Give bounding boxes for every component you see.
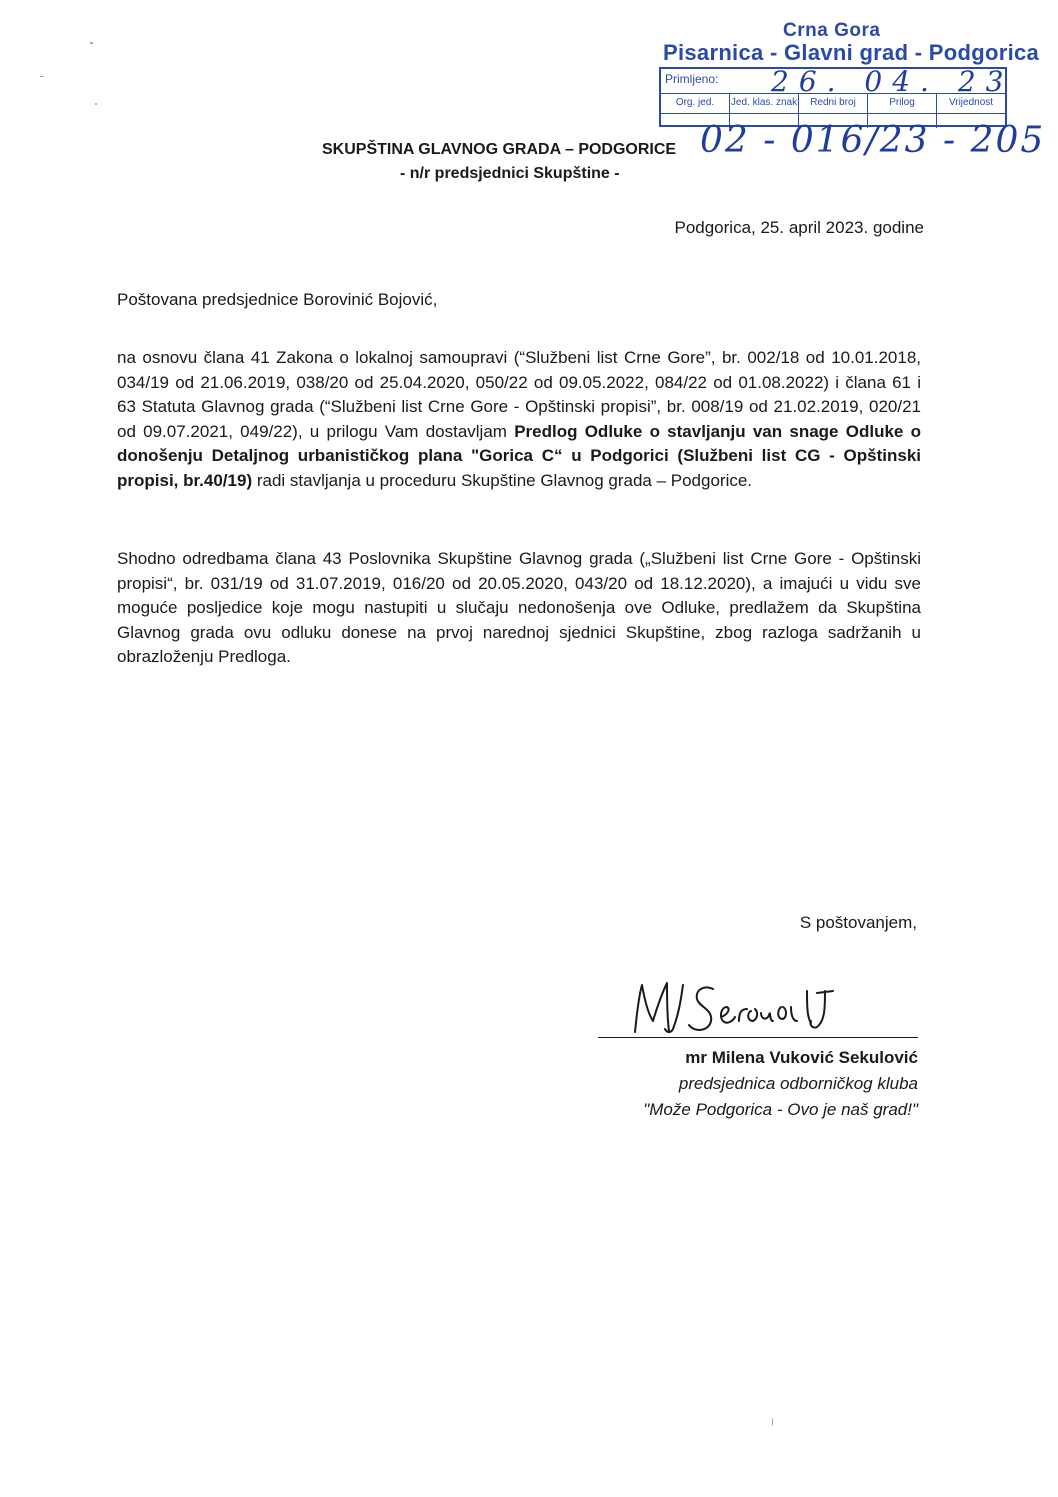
signer-name: mr Milena Vuković Sekulović: [685, 1048, 918, 1067]
stamp-column-label: Org. jed.: [661, 93, 730, 113]
signer-club: "Može Podgorica - Ovo je naš grad!": [643, 1100, 918, 1119]
scan-speck: [40, 76, 44, 77]
signature-line: [598, 1037, 918, 1038]
body-paragraph-2: Shodno odredbama člana 43 Poslovnika Skupštine Glavnog grada („Službeni list Crne Gore - Opštinski propisi“, br. 031/19 od 31.07.2019, 016/20 od 20.05.2020, 043/20 od 18.12.2020), a imajući u vidu sve moguće posljedice koje mogu nastupiti u slučaju nedonošenja ove Odluke, predlažem da Skupština Glavnog grada ovu odluku donese na prvoj narednoj sjednici Skupštine, zbog razloga sadržanih u obrazloženju Predloga.: [117, 549, 921, 666]
signer-block: [643, 1045, 918, 1123]
scan-speck: [95, 103, 97, 105]
scan-speck: [772, 1418, 773, 1426]
stamp-office: Pisarnica - Glavni grad - Podgorica: [663, 40, 1040, 65]
date-line: Podgorica, 25. april 2023. godine: [674, 218, 924, 237]
stamp-column-label: Vrijednost: [948, 97, 994, 108]
paragraph-text: radi stavljanja u proceduru Skupštine Glavnog grada – Podgorice.: [252, 470, 753, 490]
stamp-column-label: Jed. klas. znak: [730, 93, 799, 113]
stamp-grid: [659, 65, 1014, 127]
addressee-block: [322, 138, 676, 186]
stamp-registry-number: 02 - 016/23 - 205: [700, 120, 1046, 161]
stamp-received-row: [661, 65, 1014, 98]
signer-role: predsjednica odborničkog kluba: [678, 1074, 918, 1093]
stamp-country: Crna Gora: [783, 20, 881, 41]
closing: S poštovanjem,: [799, 913, 917, 932]
stamp-received-label: Primljeno:: [665, 72, 719, 86]
addressee-line: - n/r predsjednici Skupštine -: [400, 165, 620, 182]
paragraph-bold-text: Predlog Odluke o stavljanju van snage Odluke o donošenju Detaljnog urbanističkog plana "Gorica C“ u Podgorici (Službeni list CG - Opštinski propisi, br.40/19): [117, 421, 921, 490]
handwritten-signature: [627, 977, 837, 1037]
addressee-line: SKUPŠTINA GLAVNOG GRADA – PODGORICE: [322, 141, 677, 158]
stamp-column-label: Redni broj: [799, 93, 868, 113]
scan-speck: [90, 42, 93, 44]
stamp-columns-row: [661, 93, 1005, 113]
stamp-received-date: 26. 04. 23: [771, 65, 1014, 98]
salutation: Poštovana predsjednice Borovinić Bojović,: [117, 290, 438, 309]
paragraph-text: na osnovu člana 41 Zakona o lokalnoj samoupravi (“Službeni list Crne Gore”, br. 002/18 od 10.01.2018, 034/19 od 21.06.2019, 038/20 od 25.04.2020, 050/22 od 09.05.2022, 084/22 od 01.08.2022) i člana 61 i 63 Statuta Glavnog grada (“Službeni list Crne Gore - Opštinski propisi”, br. 008/19 od 21.02.2019, 020/21 od 09.07.2021, 049/22), u prilogu Vam dostavljam: [117, 348, 921, 441]
stamp-column-label: Prilog: [868, 93, 937, 113]
body-paragraph-1: [117, 346, 921, 493]
